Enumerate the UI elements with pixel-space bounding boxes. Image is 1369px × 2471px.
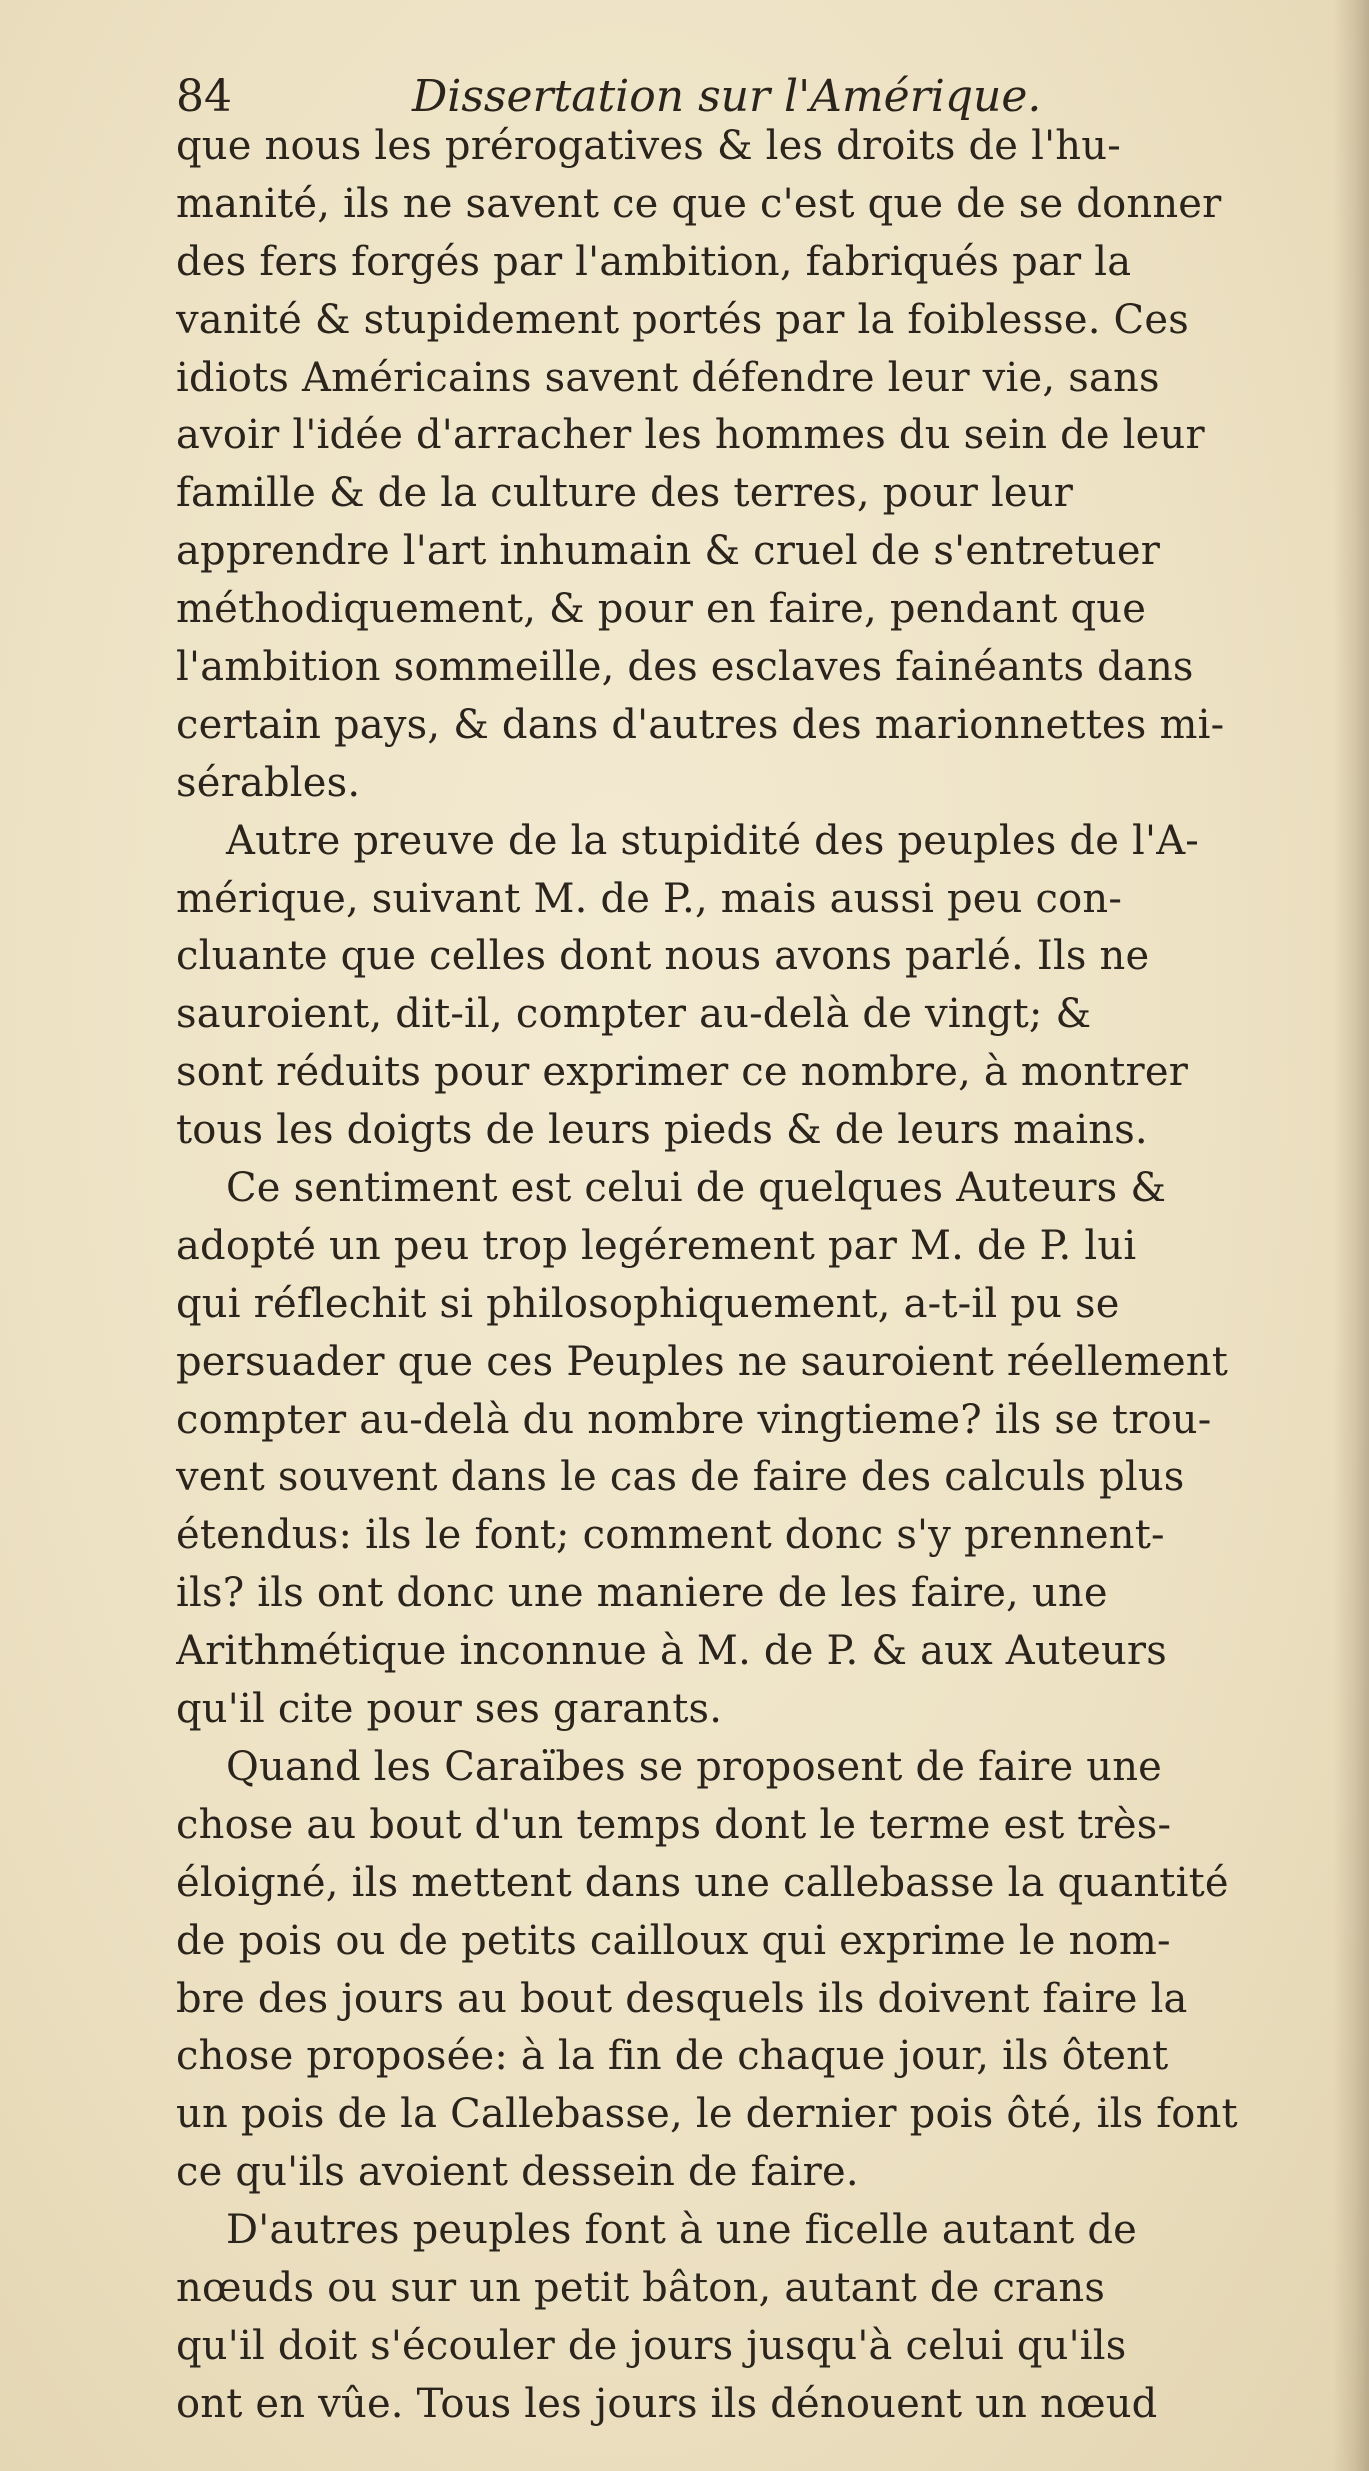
text-line: Arithmétique inconnue à M. de P. & aux Auteurs <box>176 1628 1167 1675</box>
text-line: vent souvent dans le cas de faire des calculs plus <box>176 1454 1185 1501</box>
paragraph-start-line: D'autres peuples font à une ficelle autant de <box>226 2207 1138 2254</box>
text-line: qui réflechit si philosophiquement, a-t-il pu se <box>176 1280 1120 1327</box>
paragraph-start-line: Autre preuve de la stupidité des peuples de l'A- <box>226 817 1199 864</box>
text-line: tous les doigts de leurs pieds & de leurs mains. <box>176 1107 1148 1154</box>
text-line: nœuds ou sur un petit bâton, autant de crans <box>176 2264 1106 2311</box>
text-line: certain pays, & dans d'autres des marionnettes mi- <box>176 701 1225 748</box>
text-line: cluante que celles dont nous avons parlé. Ils ne <box>176 933 1150 980</box>
page-number: 84 <box>176 71 232 122</box>
text-line: persuader que ces Peuples ne sauroient réellement <box>176 1338 1229 1385</box>
text-line: apprendre l'art inhumain & cruel de s'entretuer <box>176 528 1161 575</box>
page-edge-shadow <box>1333 0 1369 2471</box>
paragraph-start-line: Quand les Caraïbes se proposent de faire une <box>226 1743 1163 1790</box>
running-title: Dissertation sur l'Amérique. <box>412 71 1042 122</box>
text-line: ont en vûe. Tous les jours ils dénouent un nœud <box>176 2380 1158 2427</box>
text-line: qu'il doit s'écouler de jours jusqu'à celui qu'ils <box>176 2322 1127 2369</box>
paragraph-start-line: Ce sentiment est celui de quelques Auteurs & <box>226 1165 1167 1212</box>
text-line: l'ambition sommeille, des esclaves fainéants dans <box>176 644 1194 691</box>
text-line: famille & de la culture des terres, pour leur <box>176 470 1074 517</box>
text-line: que nous les prérogatives & les droits de l'hu- <box>176 123 1121 169</box>
text-line: ils? ils ont donc une maniere de les faire, une <box>176 1570 1108 1617</box>
text-line: compter au-delà du nombre vingtieme? ils se trou- <box>176 1396 1212 1443</box>
text-line: adopté un peu trop legérement par M. de P. lui <box>176 1222 1137 1269</box>
text-line: idiots Américains savent défendre leur vie, sans <box>176 354 1160 401</box>
text-line: sérables. <box>176 759 361 806</box>
text-line: ce qu'ils avoient dessein de faire. <box>176 2149 859 2196</box>
text-line: un pois de la Callebasse, le dernier pois ôté, ils font <box>176 2091 1238 2138</box>
text-line: sont réduits pour exprimer ce nombre, à montrer <box>176 1049 1189 1096</box>
text-line: qu'il cite pour ses garants. <box>176 1686 723 1733</box>
text-line: manité, ils ne savent ce que c'est que de se donner <box>176 180 1222 227</box>
text-line: éloigné, ils mettent dans une callebasse la quantité <box>176 1859 1229 1906</box>
text-line: avoir l'idée d'arracher les hommes du sein de leur <box>176 412 1205 459</box>
text-line: méthodiquement, & pour en faire, pendant que <box>176 586 1147 633</box>
text-line: étendus: ils le font; comment donc s'y prennent- <box>176 1512 1165 1559</box>
text-line: des fers forgés par l'ambition, fabriqués par la <box>176 238 1132 285</box>
text-line: chose proposée: à la fin de chaque jour, ils ôtent <box>176 2033 1169 2080</box>
text-line: bre des jours au bout desquels ils doivent faire la <box>176 1975 1188 2022</box>
text-line: de pois ou de petits cailloux qui exprime le nom- <box>176 1917 1171 1964</box>
text-line: sauroient, dit-il, compter au-delà de vingt; & <box>176 991 1092 1038</box>
body-text <box>176 118 1276 2434</box>
text-line: chose au bout d'un temps dont le terme est très- <box>176 1801 1172 1848</box>
text-line: mérique, suivant M. de P., mais aussi peu con- <box>176 875 1123 922</box>
text-line: vanité & stupidement portés par la foiblesse. Ces <box>176 296 1189 343</box>
